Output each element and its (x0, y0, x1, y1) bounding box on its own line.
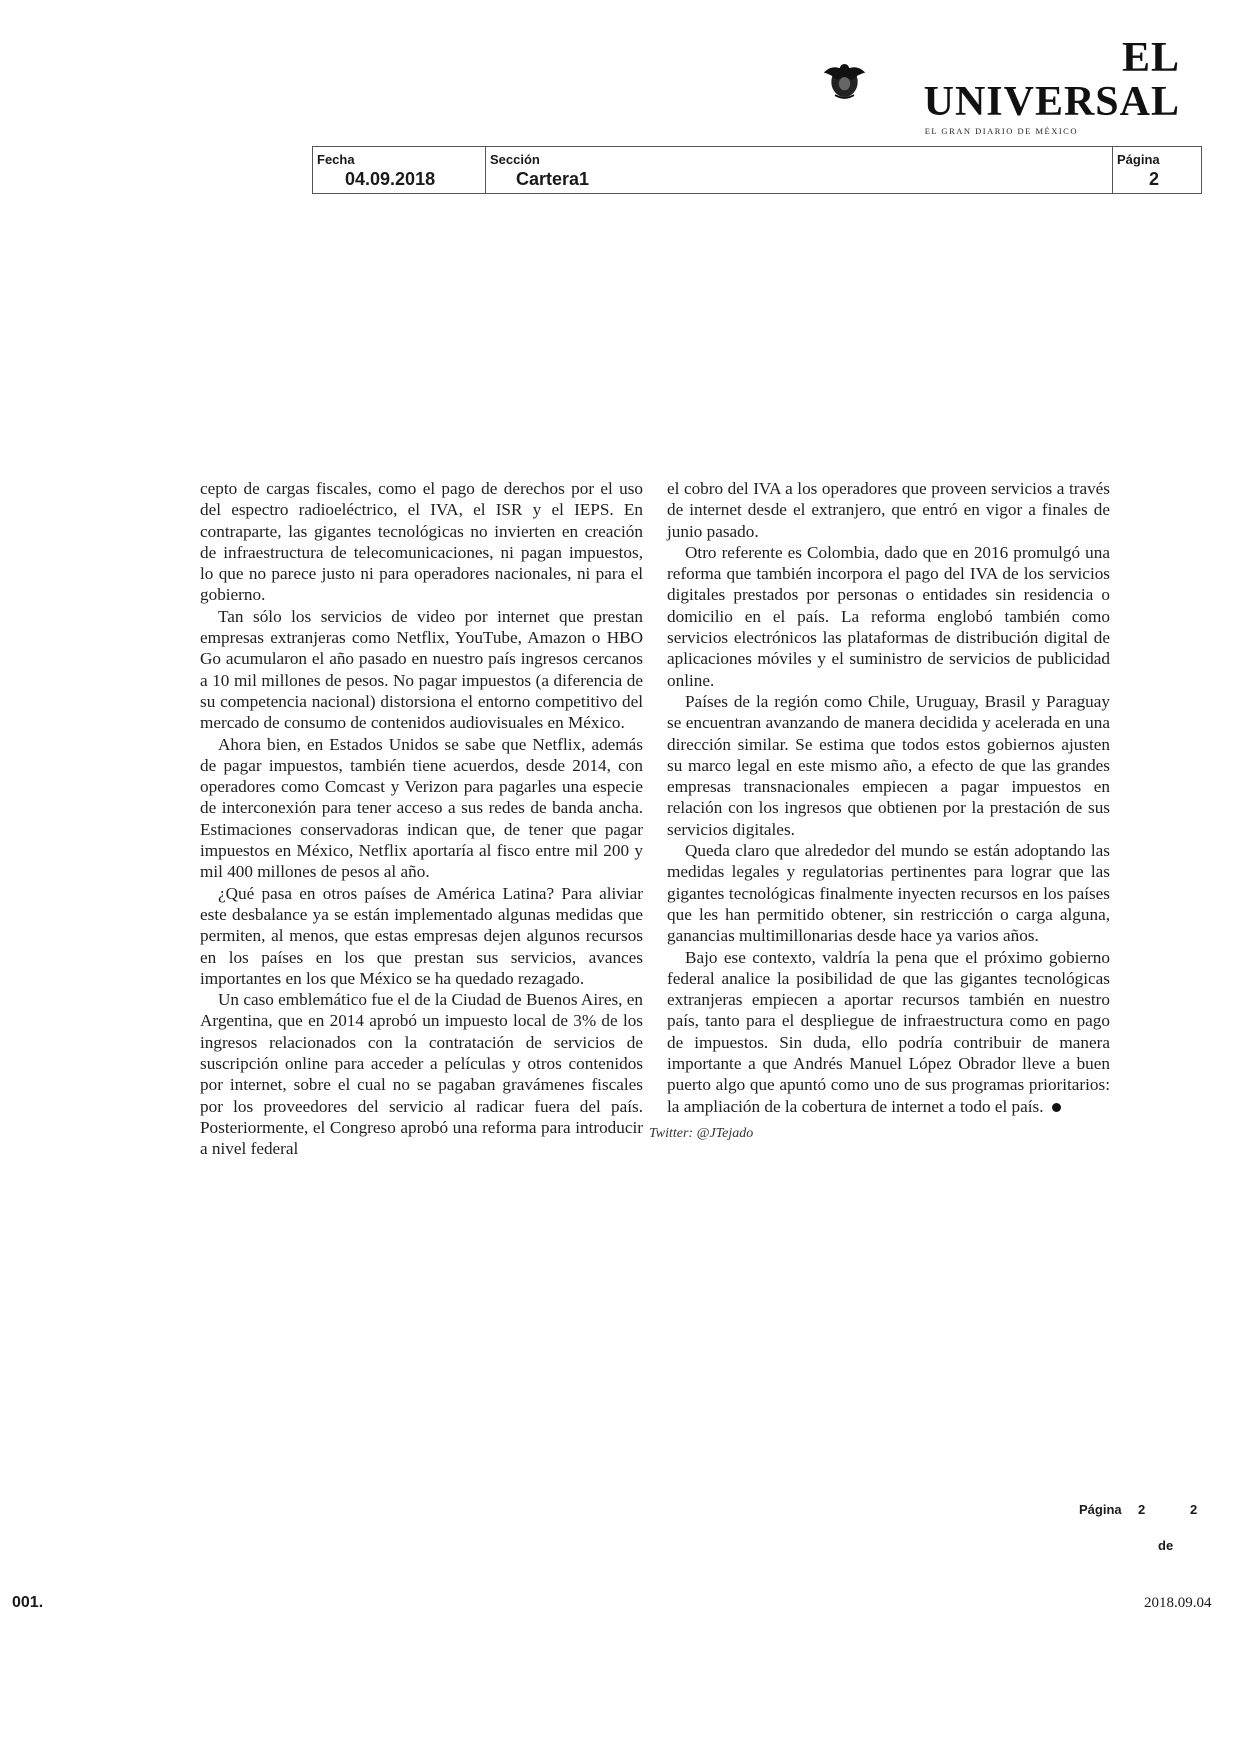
article-paragraph: Otro referente es Colombia, dado que en 2016 promulgó una reforma que también incorpora el pago del IVA de los servicios digitales prestados por personas o entidades sin residencia o domicilio en el país. La reforma englobó también como servicios electrónicos las plataformas de distribución digital de aplicaciones móviles y el suministro de servicios de publicidad online. (667, 542, 1110, 690)
tagline: EL GRAN DIARIO DE MÉXICO (924, 126, 1078, 136)
article-paragraph: cepto de cargas fiscales, como el pago de derechos por el uso del espectro radioeléctrico, el IVA, el ISR y el IEPS. En contraparte, las gigantes tecnológicas no invierten en creación de infraestructura de telecomunicaciones, ni pagan impuestos, lo que no parece justo ni para operadores nacionales, ni para el gobierno. (200, 479, 643, 605)
footer-page-number: 2 (1138, 1502, 1146, 1517)
article-column-left (200, 478, 643, 1248)
pagina-value: 2 (1149, 169, 1160, 189)
fecha-label: Fecha (317, 152, 355, 167)
article-paragraph: Tan sólo los servicios de video por internet que prestan empresas extranjeras como Netflix, YouTube, Amazon o HBO Go acumularon el año pasado en nuestro país ingresos cercanos a 10 mil millones de pesos. No pagar impuestos (a diferencia de su competencia nacional) distorsiona el entorno competitivo del mercado de consumo de contenidos audiovisuales en México. (200, 606, 643, 733)
fecha-cell (313, 147, 486, 193)
fecha-value: 04.09.2018 (345, 169, 436, 189)
seccion-value: Cartera1 (516, 169, 590, 189)
footer-code: 001. (12, 1594, 44, 1611)
article-paragraph: Ahora bien, en Estados Unidos se sabe que Netflix, además de pagar impuestos, también tiene acuerdos, desde 2014, con operadores como Comcast y Verizon para pagarles una especie de interconexión para tener acceso a sus redes de banda ancha. Estimaciones conservadoras indican que, de tener que pagar impuestos en México, Netflix aportaría al fisco entre mil 200 y mil 400 millones de pesos al año. (200, 734, 643, 882)
eagle-emblem-icon (820, 58, 869, 102)
article-paragraph: Países de la región como Chile, Uruguay, Brasil y Paraguay se encuentran avanzando de manera decidida y acelerada en una dirección similar. Se estima que todos estos gobiernos ajusten su marco legal en este mismo año, a efecto de que las grandes empresas transnacionales empiecen a pagar impuestos en relación con los ingresos que obtienen por la prestación de sus servicios digitales. (667, 691, 1110, 839)
article-paragraph: ¿Qué pasa en otros países de América Latina? Para aliviar este desbalance ya se están implementado algunas medidas que permiten, al menos, que estas empresas dejen algunos recursos en los países en los que prestan sus servicios, avances importantes en los que México se ha quedado rezagado. (200, 883, 643, 988)
end-mark-icon (1052, 1103, 1061, 1112)
footer-pagina-label: Página (1079, 1502, 1122, 1517)
article-last-paragraph (667, 947, 1110, 1117)
footer-total-pages: 2 (1190, 1502, 1198, 1517)
footer-de-label: de (1158, 1538, 1174, 1553)
pagina-cell (1113, 147, 1201, 193)
logo-text: EL UNIVERSAL (923, 35, 1180, 125)
footer-date: 2018.09.04 (1144, 1595, 1212, 1611)
seccion-label: Sección (490, 152, 540, 167)
byline: Twitter: @JTejado (649, 1125, 754, 1141)
masthead (820, 36, 1180, 136)
article-paragraph: Queda claro que alrededor del mundo se están adoptando las medidas legales y regulatorias pertinentes para lograr que las gigantes tecnológicas finalmente inyecten recursos en los países que les han permitido obtener, sin restricción o carga alguna, ganancias multimillonarias desde hace ya varios años. (667, 841, 1110, 946)
article-paragraph: Un caso emblemático fue el de la Ciudad de Buenos Aires, en Argentina, que en 2014 aprobó un impuesto local de 3% de los ingresos relacionados con la contratación de servicios de suscripción online para acceder a películas y otros contenidos por internet, sobre el cual no se pagaban gravámenes fiscales por los proveedores del servicio al radicar fuera del país. Posteriormente, el Congreso aprobó una reforma para introducir a nivel federal (200, 990, 643, 1159)
article-column-right (649, 478, 1110, 1248)
logo (820, 36, 1180, 124)
article-paragraph: el cobro del IVA a los operadores que proveen servicios a través de internet desde el extranjero, que entró en vigor a finales de junio pasado. (667, 479, 1110, 541)
article-body (200, 478, 1110, 1248)
seccion-cell (486, 147, 1113, 193)
pagina-label: Página (1117, 152, 1160, 167)
info-box (312, 146, 1202, 194)
article-paragraph-text: Bajo ese contexto, valdría la pena que el próximo gobierno federal analice la posibilidad de que las gigantes tecnológicas extranjeras empiecen a aportar recursos también en nuestro país, tanto para el despliegue de infraestructura como en pago de impuestos. Sin duda, ello podría contribuir de manera importante a que Andrés Manuel López Obrador lleve a buen puerto algo que apuntó como uno de sus programas prioritarios: la ampliación de la cobertura de internet a todo el país. (667, 947, 1110, 1116)
